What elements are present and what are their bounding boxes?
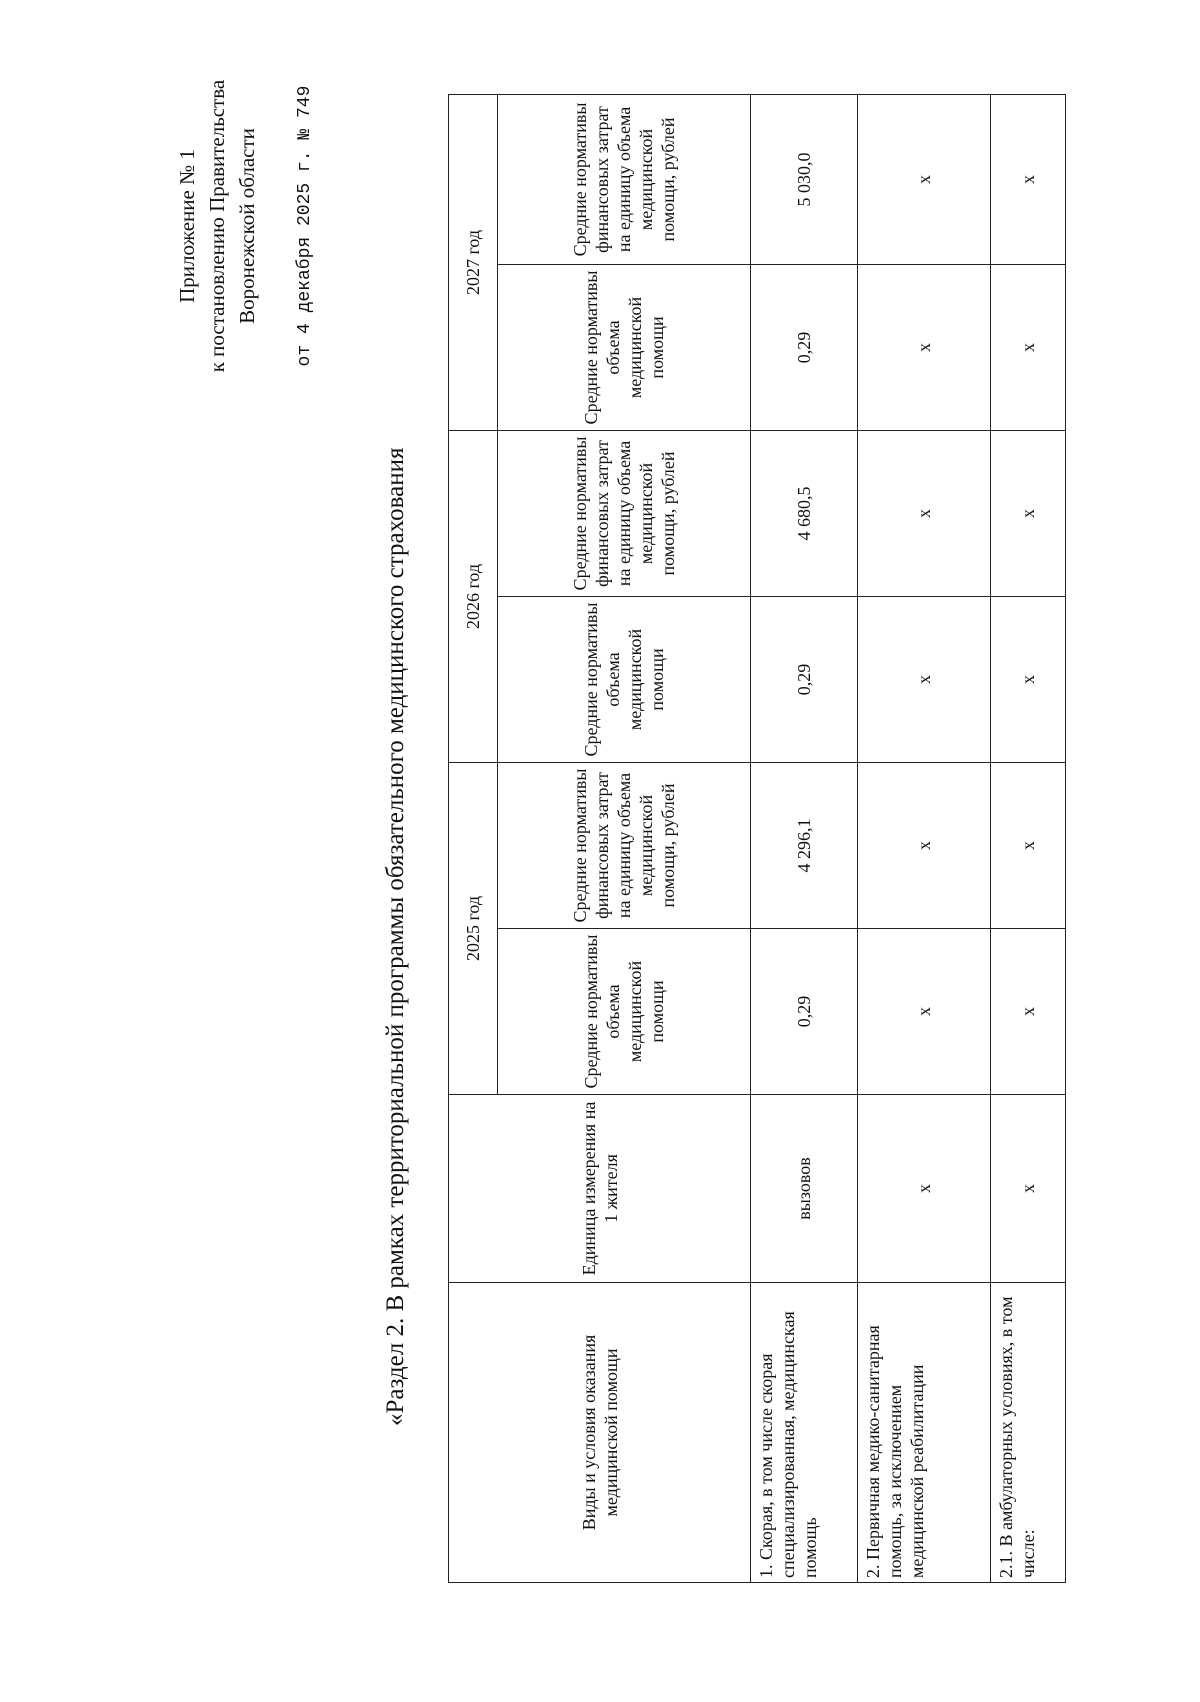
row-cost-2027: х [858,94,991,264]
row-cost-2026: 4 680,5 [751,430,858,596]
table-header-row [449,94,498,1582]
row-volume-2027: х [991,264,1066,430]
row-cost-2025: 4 296,1 [751,762,858,928]
row-cost-2027: х [991,94,1066,264]
appendix-region: Воронежской области [235,128,259,324]
row-cost-2026: х [858,430,991,596]
row-name: 2. Первичная медико-санитарная помощь, за исключением медицинской реабилитации [858,1283,991,1583]
row-unit: х [858,1095,991,1283]
header-year-2027: 2027 год [449,94,498,430]
header-year-2026: 2026 год [449,430,498,762]
row-unit: вызовов [751,1095,858,1283]
appendix-number: Приложение № 1 [175,149,199,303]
section-title: «Раздел 2. В рамках территориальной программы обязательного медицинского страхования [382,447,409,1426]
table-row [751,94,858,1582]
subheader-volume-2026: Средние нормативы объема медицинской помощи [498,596,751,762]
row-volume-2026: 0,29 [751,596,858,762]
row-volume-2027: х [858,264,991,430]
row-cost-2025: х [991,762,1066,928]
subheader-cost-2025: Средние нормативы финансовых затрат на единицу объема медицинской помощи, рублей [498,762,751,928]
subheader-volume-2025: Средние нормативы объема медицинской помощи [498,929,751,1095]
row-volume-2025: х [858,929,991,1095]
norms-table [448,94,1066,1583]
subheader-volume-2027: Средние нормативы объема медицинской помощи [498,264,751,430]
header-year-2025: 2025 год [449,762,498,1094]
header-unit: Единица измерения на 1 жителя [449,1095,751,1283]
row-volume-2027: 0,29 [751,264,858,430]
row-volume-2025: 0,29 [751,929,858,1095]
row-volume-2025: х [991,929,1066,1095]
row-volume-2026: х [991,596,1066,762]
appendix-date: от 4 декабря 2025 г. № 749 [295,85,315,367]
subheader-cost-2027: Средние нормативы финансовых затрат на единицу объема медицинской помощи, рублей [498,94,751,264]
appendix-resolution: к постановлению Правительства [205,79,229,373]
approval-header [172,46,320,406]
row-unit: х [991,1095,1066,1283]
row-cost-2027: 5 030,0 [751,94,858,264]
table-row [991,94,1066,1582]
row-name: 2.1. В амбулаторных условиях, в том числе: [991,1283,1066,1583]
header-care-type: Виды и условия оказания медицинской помощи [449,1283,751,1583]
row-name: 1. Скорая, в том числе скорая специализированная, медицинская помощь [751,1283,858,1583]
table-row [858,94,991,1582]
row-volume-2026: х [858,596,991,762]
row-cost-2025: х [858,762,991,928]
row-cost-2026: х [991,430,1066,596]
subheader-cost-2026: Средние нормативы финансовых затрат на единицу объема медицинской помощи, рублей [498,430,751,596]
